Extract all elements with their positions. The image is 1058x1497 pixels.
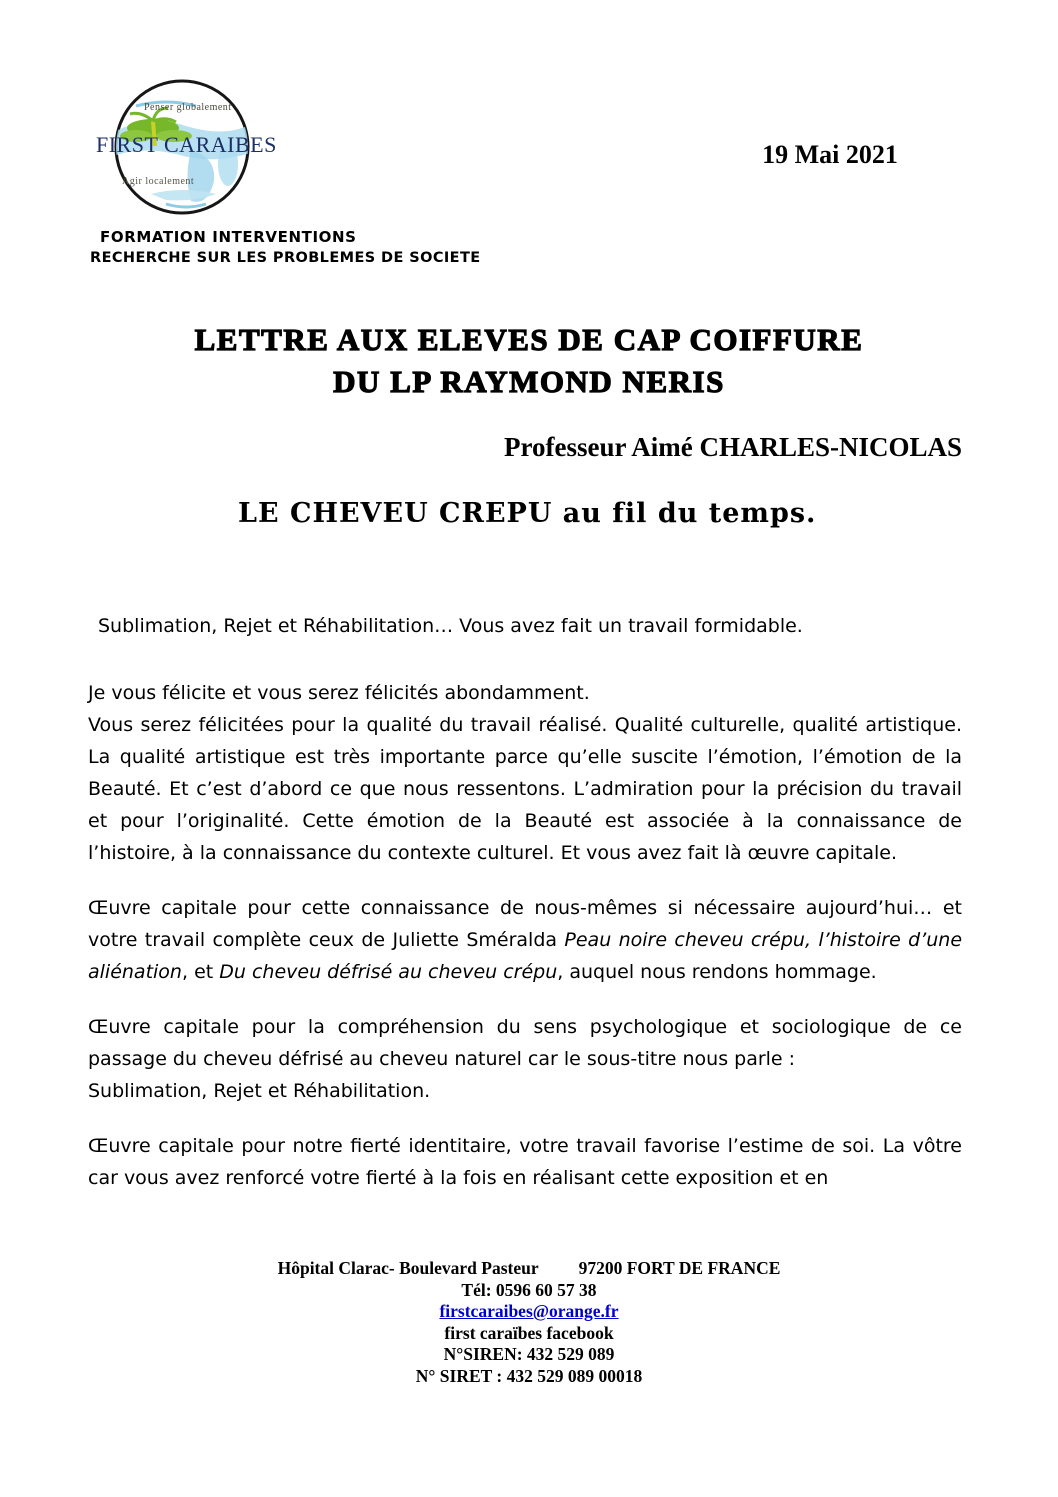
author-name: Professeur Aimé CHARLES-NICOLAS — [503, 432, 962, 462]
footer-siren: N°SIREN: 432 529 089 — [443, 1344, 615, 1364]
paragraph-intro: Sublimation, Rejet et Réhabilitation… Vous avez fait un travail formidable. — [98, 615, 803, 637]
logo-motto-bottom: Agir localement — [122, 176, 195, 187]
footer-email-row — [0, 1301, 1058, 1323]
footer-address-city: 97200 FORT DE FRANCE — [578, 1258, 781, 1278]
paragraph-fierte: Œuvre capitale pour notre fierté identitaire, votre travail favorise l’estime de soi. La vôtre car vous avez renforcé votre fierté à la fois en réalisant cette exposition et en — [88, 1135, 962, 1189]
paragraph-qualite: Vous serez félicitées pour la qualité du travail réalisé. Qualité culturelle, qualité artistique. La qualité artistique est très importante parce qu’elle suscite l’émotion, l’émotion de la Beauté. Et c’est d’abord ce que nous ressentons. L’admiration pour la précision du travail et pour l’originalité. Cette émotion de la Beauté est associée à la connaissance de l’histoire, à la connaissance du contexte culturel. Et vous avez fait là œuvre capitale. — [88, 714, 962, 864]
footer-facebook: first caraïbes facebook — [444, 1322, 614, 1343]
paragraph-oeuvre-connaissance-mid: , et — [181, 961, 220, 983]
footer-address — [0, 1258, 1058, 1280]
letter-subtitle: LE CHEVEU CREPU au fil du temps. — [238, 498, 817, 529]
paragraph-comprehension: Œuvre capitale pour la compréhension du sens psychologique et sociologique de ce passage du cheveu défrisé au cheveu naturel car le sous-titre nous parle : — [88, 1016, 962, 1070]
paragraph-felicite: Je vous félicite et vous serez félicités abondamment. — [88, 682, 590, 704]
paragraph-oeuvre-connaissance-text: Œuvre capitale pour cette connaissance de nous-mêmes si nécessaire aujourd’hui… et votre travail complète ceux de Juliette Sméralda — [88, 897, 962, 951]
letter-footer — [0, 1258, 1058, 1387]
letter-title — [0, 322, 1058, 400]
letter-body — [88, 610, 962, 1217]
letter-date: 19 Mai 2021 — [762, 140, 898, 169]
letter-title-line2: DU LP RAYMOND NERIS — [333, 364, 725, 399]
email-link[interactable]: firstcaraibes@orange.fr — [439, 1301, 619, 1321]
letter-title-line1: LETTRE AUX ELEVES DE CAP COIFFURE — [194, 322, 864, 357]
footer-siret: N° SIRET : 432 529 089 00018 — [415, 1365, 643, 1386]
book-title-1: Peau noire cheveu crépu, l’histoire d’une aliénation — [88, 929, 963, 983]
org-line-recherche: RECHERCHE SUR LES PROBLEMES DE SOCIETE — [90, 250, 481, 266]
paragraph-oeuvre-connaissance — [88, 892, 962, 988]
org-line-formation: FORMATION INTERVENTIONS — [100, 228, 357, 246]
first-caraibes-logo — [96, 76, 277, 220]
footer-address-street: Hôpital Clarac- Boulevard Pasteur — [277, 1258, 539, 1278]
paragraph-oeuvre-connaissance-end: , auquel nous rendons hommage. — [557, 961, 877, 983]
logo-motto-top: Penser globalement — [144, 102, 232, 113]
footer-phone: Tél: 0596 60 57 38 — [461, 1279, 597, 1300]
organization-lines — [90, 228, 481, 266]
paragraph-sous-titre: Sublimation, Rejet et Réhabilitation. — [88, 1080, 431, 1102]
logo-name: FIRST CARAIBES — [96, 132, 277, 157]
book-title-2: Du cheveu défrisé au cheveu crépu — [219, 961, 558, 983]
